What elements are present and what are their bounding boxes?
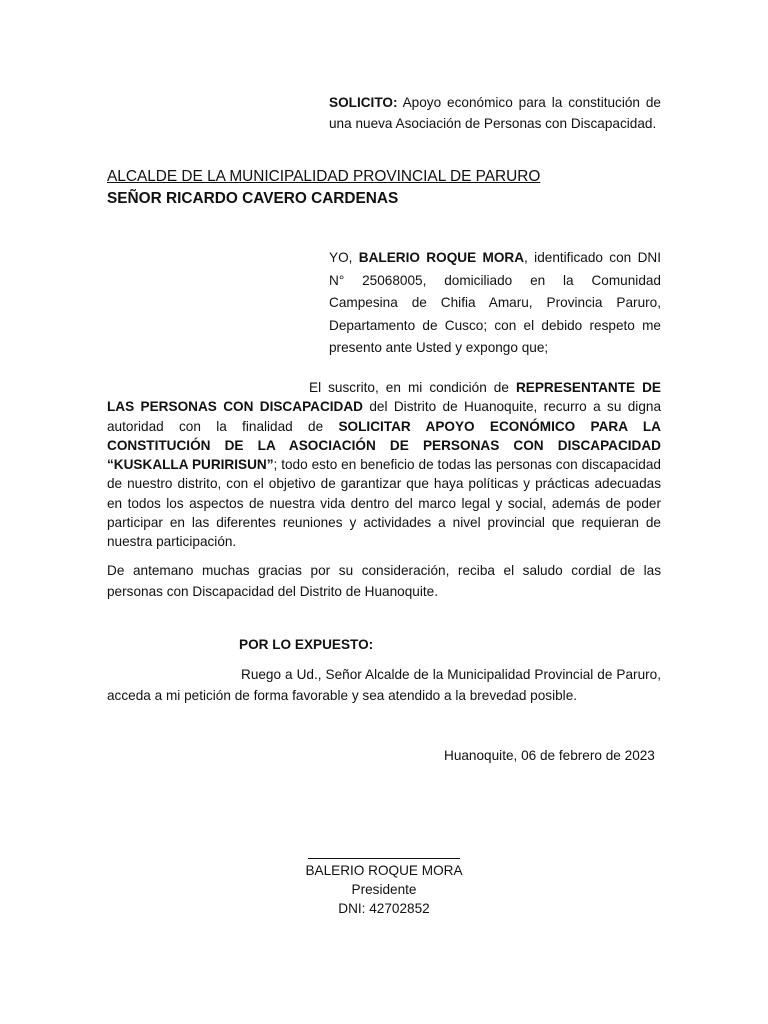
body-text-1: El suscrito, en mi condición de: [309, 380, 516, 395]
body-text-3: ; todo esto en beneficio de todas las personas con discapacidad de nuestro distrito, con el objetivo de garantizar que haya políticas y prácticas adecuadas en todos los aspectos de nuestra vida dentro del marco legal y social, además de poder participar en las diferentes reuniones y actividades a nivel provincial que requieran de nuestra participación.: [107, 457, 661, 550]
intro-text: , identificado con DNI N° 25068005, domiciliado en la Comunidad Campesina de Chifia Amaru, Provincia Paruro, Departamento de Cusco; con el debido respeto me presento ante Usted y expongo que;: [329, 250, 661, 355]
body-paragraph: [107, 378, 661, 552]
ruego-paragraph: Ruego a Ud., Señor Alcalde de la Municipalidad Provincial de Paruro, acceda a mi petición de forma favorable y sea atendido a la brevedad posible.: [107, 667, 661, 703]
intro-paragraph: [329, 247, 661, 360]
por-lo-expuesto-heading: POR LO EXPUESTO:: [239, 637, 374, 652]
intro-prefix: YO,: [329, 250, 359, 265]
addressee-title: ALCALDE DE LA MUNICIPALIDAD PROVINCIAL DE PARURO: [107, 168, 541, 185]
body-bold-2: SOLICITAR APOYO ECONÓMICO PARA LA CONSTITUCIÓN DE LA ASOCIACIÓN DE PERSONAS CON DISCAPACIDAD “KUSKALLA PURIRISUN”: [107, 418, 661, 473]
signature-line: [308, 858, 460, 859]
signature-name: BALERIO ROQUE MORA: [305, 863, 463, 878]
intro-name: BALERIO ROQUE MORA: [358, 250, 525, 265]
body-bold-1: REPRESENTANTE DE LAS PERSONAS CON DISCAPACIDAD: [107, 380, 661, 415]
body-text-2: del Distrito de Huanoquite, recurro a su digna autoridad con la finalidad de: [107, 399, 661, 434]
solicito-label: SOLICITO:: [329, 95, 398, 110]
solicito-paragraph: [329, 92, 661, 134]
date-place: Huanoquite, 06 de febrero de 2023: [444, 748, 655, 763]
signature-block: [300, 861, 468, 918]
addressee-name: SEÑOR RICARDO CAVERO CARDENAS: [107, 190, 399, 207]
thanks-paragraph: De antemano muchas gracias por su consideración, reciba el saludo cordial de las personas con Discapacidad del Distrito de Huanoquite.: [107, 563, 661, 599]
solicito-text: Apoyo económico para la constitución de una nueva Asociación de Personas con Discapacidad.: [329, 95, 661, 131]
signature-role: Presidente: [351, 882, 417, 897]
signature-dni: DNI: 42702852: [338, 901, 430, 916]
